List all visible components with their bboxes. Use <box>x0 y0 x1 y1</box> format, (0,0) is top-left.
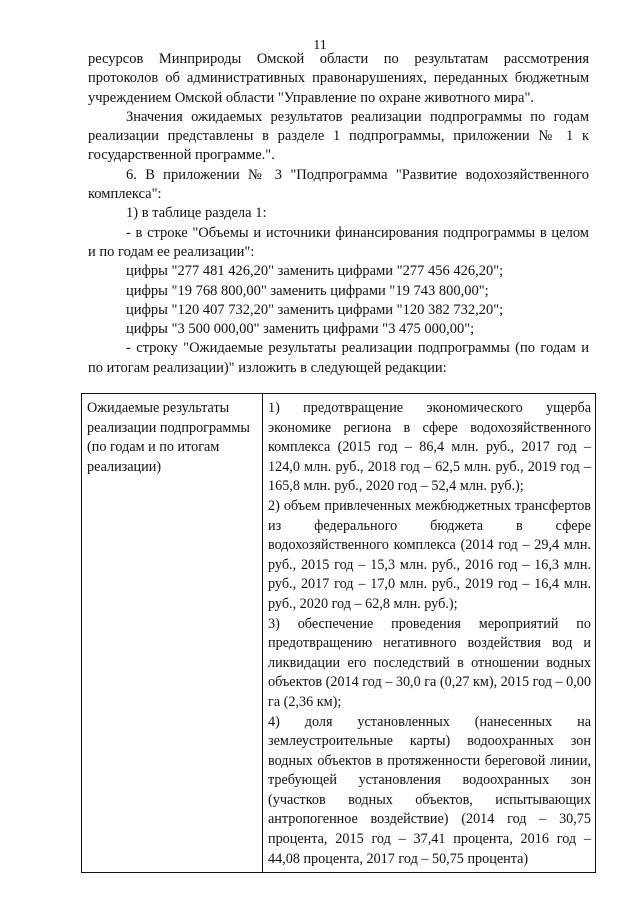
expected-results-table <box>81 393 596 873</box>
page-number: 11 <box>313 38 327 53</box>
paragraph-appendix-3: 6. В приложении № 3 "Подпрограмма "Развитие водохозяйственного комплекса": <box>88 166 589 203</box>
paragraph-financing-row: - в строке "Объемы и источники финансирования подпрограммы в целом и по годам ее реализации": <box>88 224 589 260</box>
table-content-cell <box>263 394 596 873</box>
result-item-1: 1) предотвращение экономического ущерба экономике региона в сфере водохозяйственного комплекса (2015 год – 86,4 млн. руб., 2017 год – 124,0 млн. руб., 2018 год – 62,5 млн. руб., 2019 год – 165,8 млн. руб., 2020 год – 52,4 млн. руб.); <box>268 400 591 495</box>
paragraph-table-section-1: 1) в таблице раздела 1: <box>126 205 267 222</box>
result-item-3: 3) обеспечение проведения мероприятий по предотвращению негативного воздействия вод и ликвидации его последствий в отношении водных объектов (2014 год – 30,0 га (0,27 км), 2015 год – 0,00 га (2,36 км); <box>268 615 591 710</box>
paragraph-replace-figure-3: цифры "120 407 732,20" заменить цифрами "120 382 732,20"; <box>126 301 504 318</box>
paragraph-replace-figure-4: цифры "3 500 000,00" заменить цифрами "3 475 000,00"; <box>126 321 475 338</box>
result-item-2: 2) объем привлеченных межбюджетных трансфертов из федерального бюджета в сфере водохозяйственного комплекса (2014 год – 29,4 млн. руб., 2015 год – 15,3 млн. руб., 2016 год – 16,3 млн. руб., 2017 год – 17,0 млн. руб., 2019 год – 16,4 млн. руб., 2020 год – 62,8 млн. руб.); <box>268 497 591 612</box>
paragraph-expected-results-row: - строку "Ожидаемые результаты реализации подпрограммы (по годам и по итогам реализации)" изложить в следующей редакции: <box>88 340 589 376</box>
paragraph-replace-figure-1: цифры "277 481 426,20" заменить цифрами "277 456 426,20"; <box>126 263 504 280</box>
paragraph-expected-values: Значения ожидаемых результатов реализации подпрограммы по годам реализации представлены в разделе 1 подпрограммы, приложении № 1 к государственной программе.". <box>88 108 589 164</box>
result-item-4: 4) доля установленных (нанесенных на землеустроительные карты) водоохранных зон водных объектов в протяженности береговой линии, требующей установления водоохранных зон (участков водных объектов, испытывающих антропогенное воздействие) (2014 год – 30,75 процента, 2015 год – 37,41 процента, 2016 год – 44,08 процента, 2017 год – 50,75 процента) <box>268 713 591 867</box>
paragraph-replace-figure-2: цифры "19 768 800,00" заменить цифрами "19 743 800,00"; <box>126 282 489 299</box>
table-row <box>82 394 596 873</box>
paragraph-resources: ресурсов Минприроды Омской области по результатам рассмотрения протоколов об административных правонарушениях, переданных бюджетным учреждением Омской области "Управление по охране животного мира". <box>88 51 589 106</box>
table-label-cell: Ожидаемые результаты реализации подпрограммы (по годам и по итогам реализации) <box>82 394 263 873</box>
document-body <box>88 50 589 378</box>
